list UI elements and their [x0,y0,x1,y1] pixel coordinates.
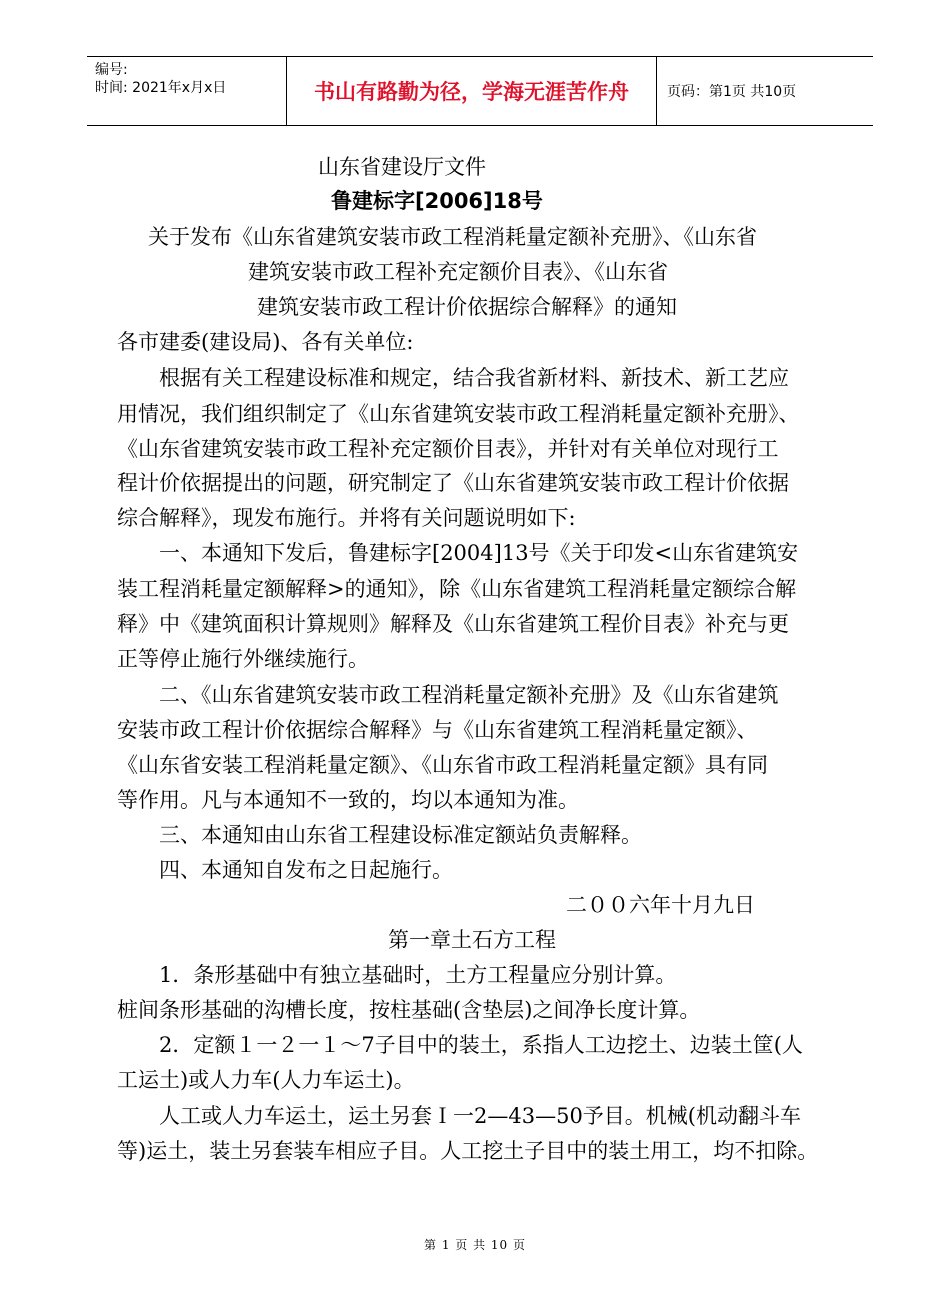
body-line: 等作用。凡与本通知不一致的，均以本通知为准。 [117,788,579,812]
issuer: 山东省建设厅文件 [318,155,486,179]
body-line: 三、本通知由山东省工程建设标准定额站负责解释。 [159,823,642,847]
chapter-line: 2．定额１一２一１～7子目中的装土，系指人工边挖土、边装土筐(人 [159,1033,803,1057]
chapter-line: 桩间条形基础的沟槽长度，按柱基础(含垫层)之间净长度计算。 [117,998,701,1022]
body-line: 程计价依据提出的问题，研究制定了《山东省建筑安装市政工程计价依据 [117,471,789,495]
document-header [87,56,873,126]
header-motto: 书山有路勤为径，学海无涯苦作舟 [287,57,657,125]
header-page-info: 页码：第1页 共10页 [667,84,797,100]
chapter-title: 第一章土石方工程 [388,928,556,952]
body-line: 根据有关工程建设标准和规定，结合我省新材料、新技术、新工艺应 [159,366,789,390]
title-line: 建筑安装市政工程补充定额价目表》、《山东省 [248,260,668,284]
header-meta [87,57,287,125]
title-line: 关于发布《山东省建筑安装市政工程消耗量定额补充册》、《山东省 [148,225,757,249]
body-line: 四、本通知自发布之日起施行。 [159,858,453,882]
body-line: 用情况，我们组织制定了《山东省建筑安装市政工程消耗量定额补充册》、 [117,402,800,426]
body-line: 综合解释》，现发布施行。并将有关问题说明如下: [117,506,576,530]
title-line: 建筑安装市政工程计价依据综合解释》的通知 [257,295,677,319]
body-line: 正等停止施行外继续施行。 [117,647,369,671]
salutation: 各市建委(建设局)、各有关单位: [117,330,414,354]
page-footer: 第 1 页 共 10 页 [424,1238,526,1252]
chapter-line: 等)运土，装土另套装车相应子目。人工挖土子目中的装土用工，均不扣除。 [117,1139,819,1163]
body-line: 二、《山东省建筑安装市政工程消耗量定额补充册》及《山东省建筑 [159,683,779,707]
number-label: 编号: [95,62,128,78]
body-line: 《山东省安装工程消耗量定额》、《山东省市政工程消耗量定额》具有同 [117,753,768,777]
body-line: 释》中《建筑面积计算规则》解释及《山东省建筑工程价目表》补充与更 [117,612,789,636]
document-number: 鲁建标字[2006]18号 [331,189,543,213]
chapter-line: 工运土)或人力车(人力车运土)。 [117,1068,415,1092]
chapter-line: 人工或人力车运土，运土另套Ｉ一2—43—50予目。机械(机动翻斗车 [159,1104,801,1128]
body-line: 安装市政工程计价依据综合解释》与《山东省建筑工程消耗量定额》、 [117,718,758,742]
body-line: 一、本通知下发后，鲁建标字[2004]13号《关于印发<山东省建筑安 [159,541,799,565]
document-date: 二００六年十月九日 [566,893,755,917]
chapter-line: 1．条形基础中有独立基础时，土方工程量应分别计算。 [159,963,677,987]
time-label: 时间: 2021年x月x日 [95,80,227,96]
body-line: 《山东省建筑安装市政工程补充定额价目表》，并针对有关单位对现行工 [117,437,779,461]
body-line: 装工程消耗量定额解释>的通知》，除《山东省建筑工程消耗量定额综合解 [117,577,797,601]
